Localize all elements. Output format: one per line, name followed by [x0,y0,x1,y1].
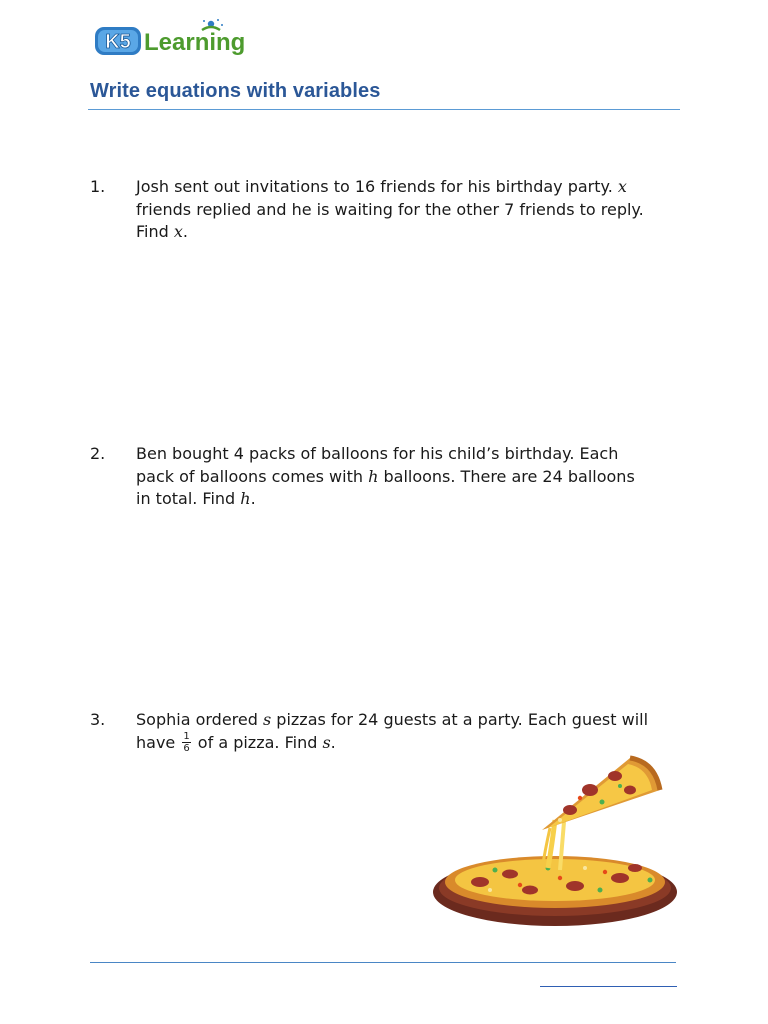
page-title: Write equations with variables [90,80,381,102]
question-number: 3. [90,710,106,729]
pizza-illustration [430,750,680,930]
k5-learning-logo [94,18,264,62]
question-3 [90,709,690,755]
question-text: Ben bought 4 packs of balloons for his child’s birthday. Each pack of balloons comes with h balloons. There are 24 balloons in total. Find h. [136,444,635,508]
question-text: Sophia ordered s pizzas for 24 guests at a party. Each guest will have $\frac{1}{6}$ of a pizza. Find s. [136,710,649,754]
title-divider [88,109,680,110]
question-text: Josh sent out invitations to 16 friends for his birthday party. x friends replied and he is waiting for the other 7 friends to reply. Find x. [136,177,644,241]
footer-link[interactable] [540,986,677,987]
svg-text:K5: K5 [105,31,131,53]
fraction-numerator: 1 [183,730,190,742]
k5-badge [95,27,141,55]
variable: x [173,222,183,241]
fraction [182,731,190,754]
variable: s [322,732,331,752]
question-2 [90,443,690,511]
footer-divider [90,962,676,963]
question-number: 2. [90,444,106,463]
variable: h [368,466,379,486]
question-number: 1. [90,177,106,196]
pizza-slice-icon [542,758,660,830]
fraction-denominator: 6 [183,742,190,754]
question-1 [90,176,690,244]
logo-wordmark: Learning [144,29,246,56]
variable: x [617,177,627,196]
variable: s [262,710,272,729]
variable: h [240,489,251,508]
